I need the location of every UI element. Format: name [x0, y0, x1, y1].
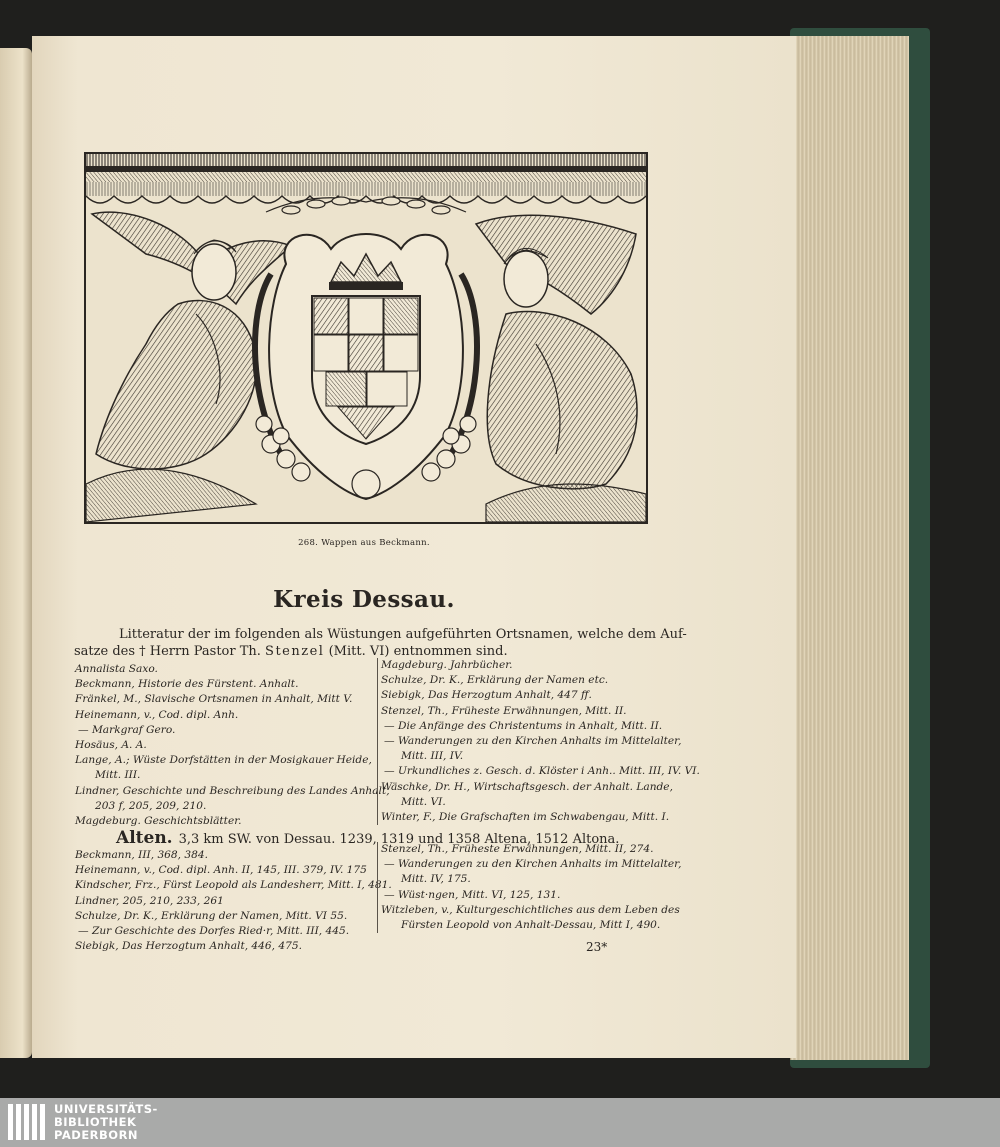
section-heading: Kreis Dessau. [273, 586, 455, 613]
reference-entry: Beckmann, III, 368, 384. [75, 849, 208, 861]
library-name-line: UNIVERSITÄTS- [54, 1102, 158, 1116]
literature-entry: Mitt. III, IV. [401, 750, 464, 763]
reference-entry: Fürsten Leopold von Anhalt-Dessau, Mitt I, 490. [401, 918, 661, 931]
library-footer [0, 1098, 1000, 1147]
literature-entry: Lange, A.; Wüste Dorfstätten in der Mosigkauer Heide, [75, 754, 372, 767]
alten-left-column [75, 848, 392, 954]
page-number: 23* [586, 940, 608, 954]
literature-entry: Magdeburg. Jahrbücher. [381, 659, 513, 671]
alten-right-column [377, 842, 681, 933]
reference-entry: Witzleben, v., Kulturgeschichtliches aus dem Leben des [381, 903, 680, 916]
reference-entry: — Wüst·ngen, Mitt. VI, 125, 131. [384, 888, 561, 901]
place-description: 3,3 km SW. von Dessau. 1239, 1319 und 1358 Altena, 1512 Altona. [178, 832, 620, 847]
intro-author: Stenzel [265, 644, 325, 659]
literature-entry: — Wanderungen zu den Kirchen Anhalts im Mittelalter, [384, 734, 682, 747]
reference-entry: — Zur Geschichte des Dorfes Ried·r, Mitt. III, 445. [78, 924, 350, 937]
literature-entry: — Markgraf Gero. [78, 723, 176, 736]
left-page-edge [0, 48, 32, 1058]
intro-prefix: satze des † Herrn Pastor Th. [74, 644, 261, 659]
reference-entry: Mitt. IV, 175. [401, 873, 471, 886]
library-name-line: BIBLIOTHEK [54, 1115, 137, 1129]
reference-entry: Lindner, 205, 210, 233, 261 [75, 894, 224, 907]
literature-entry: Heinemann, v., Cod. dipl. Anh. [75, 708, 239, 721]
place-name: Alten. [116, 828, 173, 848]
reference-entry: Schulze, Dr. K., Erklärung der Namen, Mitt. VI 55. [75, 909, 348, 922]
literature-entry: Beckmann, Historie des Fürstent. Anhalt. [75, 678, 299, 691]
literature-entry: Magdeburg. Geschichtsblätter. [75, 814, 242, 827]
literature-entry: Schulze, Dr. K., Erklärung der Namen etc. [381, 674, 609, 687]
literature-right-column [377, 658, 700, 825]
literature-entry: Fränkel, M., Slavische Ortsnamen in Anhalt, Mitt V. [75, 693, 353, 706]
page-edges [790, 36, 909, 1060]
reference-entry: Heinemann, v., Cod. dipl. Anh. II, 145, III. 379, IV. 175 [75, 864, 367, 877]
library-name [54, 1103, 158, 1142]
library-logo-icon [8, 1102, 46, 1142]
literature-entry: Siebigk, Das Herzogtum Anhalt, 447 ff. [381, 689, 592, 702]
literature-entry: — Urkundliches z. Gesch. d. Klöster i Anh.. Mitt. III, IV. VI. [384, 765, 700, 778]
reference-entry: Stenzel, Th., Früheste Erwähnungen, Mitt. II, 274. [381, 843, 654, 855]
literature-entry: Mitt. VI. [401, 795, 446, 808]
literature-entry: 203 f, 205, 209, 210. [95, 799, 207, 812]
literature-entry: Wäschke, Dr. H., Wirtschaftsgesch. der Anhalt. Lande, [381, 780, 673, 793]
reference-entry: Kindscher, Frz., Fürst Leopold als Landesherr, Mitt. I, 481. [75, 879, 392, 892]
literature-entry: Winter, F., Die Grafschaften im Schwabengau, Mitt. I. [381, 810, 670, 823]
reference-entry: — Wanderungen zu den Kirchen Anhalts im Mittelalter, [384, 858, 682, 871]
literature-entry: — Die Anfänge des Christentums in Anhalt, Mitt. II. [384, 719, 663, 732]
figure-caption: 268. Wappen aus Beckmann. [298, 538, 430, 548]
library-name-line: PADERBORN [54, 1128, 139, 1142]
intro-line-1: Litteratur der im folgenden als Wüstungen aufgeführten Ortsnamen, welche dem Auf- [119, 627, 687, 642]
literature-entry: Lindner, Geschichte und Beschreibung des Landes Anhalt, [75, 784, 390, 797]
literature-entry: Mitt. III. [95, 769, 141, 782]
literature-entry: Stenzel, Th., Früheste Erwähnungen, Mitt. II. [381, 704, 627, 717]
reference-entry: Siebigk, Das Herzogtum Anhalt, 446, 475. [75, 940, 302, 953]
literature-left-column [75, 662, 390, 829]
literature-entry: Annalista Saxo. [75, 663, 158, 675]
book-page [32, 36, 796, 1058]
literature-entry: Hosäus, A. A. [75, 738, 147, 751]
coat-of-arms-engraving [84, 152, 648, 524]
intro-suffix: (Mitt. VI) entnommen sind. [328, 644, 508, 659]
